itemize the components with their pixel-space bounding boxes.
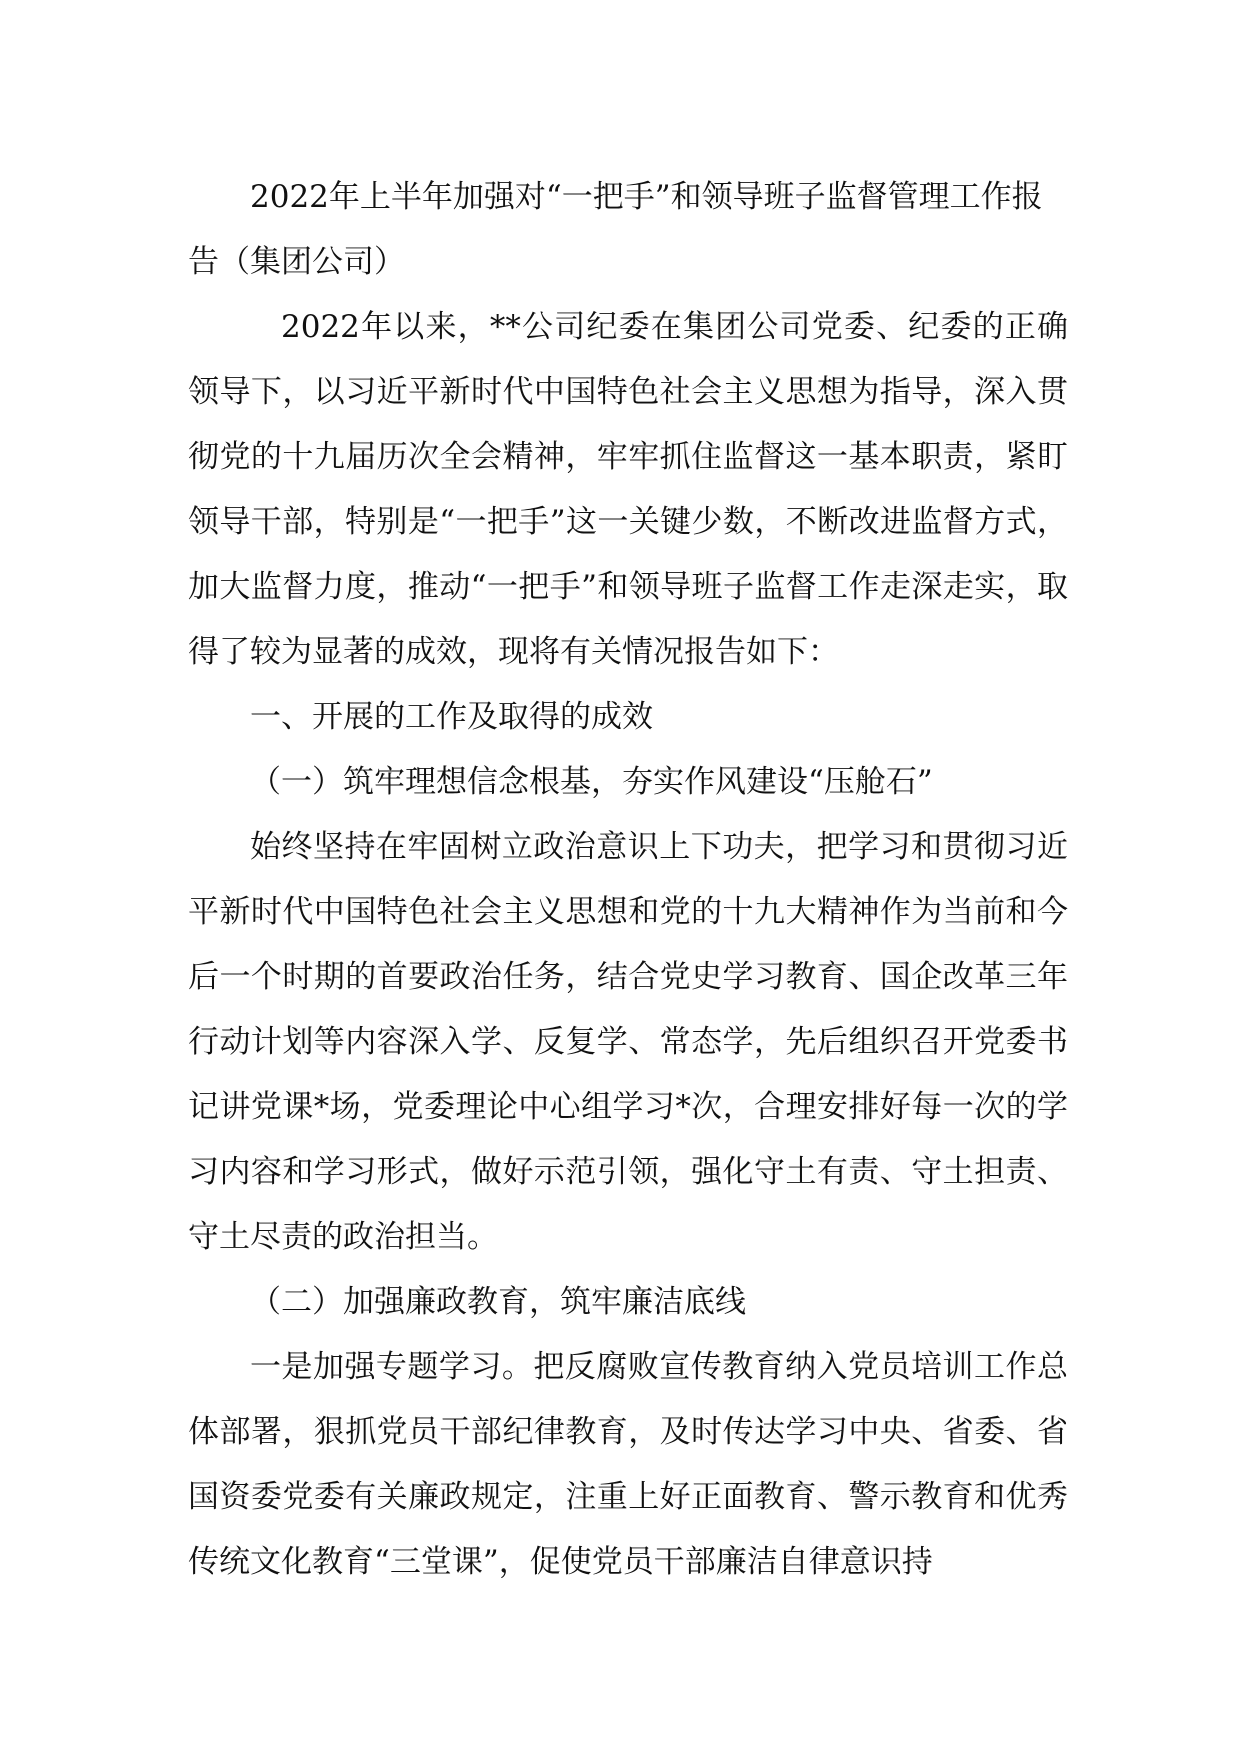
document-title: 2022年上半年加强对“一把手”和领导班子监督管理工作报告（集团公司） bbox=[188, 179, 1043, 280]
subsection-heading-1: （一）筑牢理想信念根基，夯实作风建设“压舱石” bbox=[250, 764, 933, 800]
section-heading-1: 一、开展的工作及取得的成效 bbox=[250, 699, 653, 735]
document-page bbox=[188, 165, 1068, 1595]
subsection-body-2: 一是加强专题学习。把反腐败宣传教育纳入党员培训工作总体部署，狠抓党员干部纪律教育，及时传达学习中央、省委、省国资委党委有关廉政规定，注重上好正面教育、警示教育和优秀传统文化教育“三堂课”，促使党员干部廉洁自律意识持 bbox=[188, 1349, 1068, 1580]
subsection-heading-2: （二）加强廉政教育，筑牢廉洁底线 bbox=[250, 1284, 746, 1320]
subsection-body-1: 始终坚持在牢固树立政治意识上下功夫，把学习和贯彻习近平新时代中国特色社会主义思想和党的十九大精神作为当前和今后一个时期的首要政治任务，结合党史学习教育、国企改革三年行动计划等内容深入学、反复学、常态学，先后组织召开党委书记讲党课*场，党委理论中心组学习*次，合理安排好每一次的学习内容和学习形式，做好示范引领，强化守土有责、守土担责、守土尽责的政治担当。 bbox=[188, 829, 1068, 1255]
intro-paragraph: 2022年以来，**公司纪委在集团公司党委、纪委的正确领导下，以习近平新时代中国特色社会主义思想为指导，深入贯彻党的十九届历次全会精神，牢牢抓住监督这一基本职责，紧盯领导干部，特别是“一把手”这一关键少数，不断改进监督方式，加大监督力度，推动“一把手”和领导班子监督工作走深走实，取得了较为显著的成效，现将有关情况报告如下： bbox=[188, 309, 1068, 670]
